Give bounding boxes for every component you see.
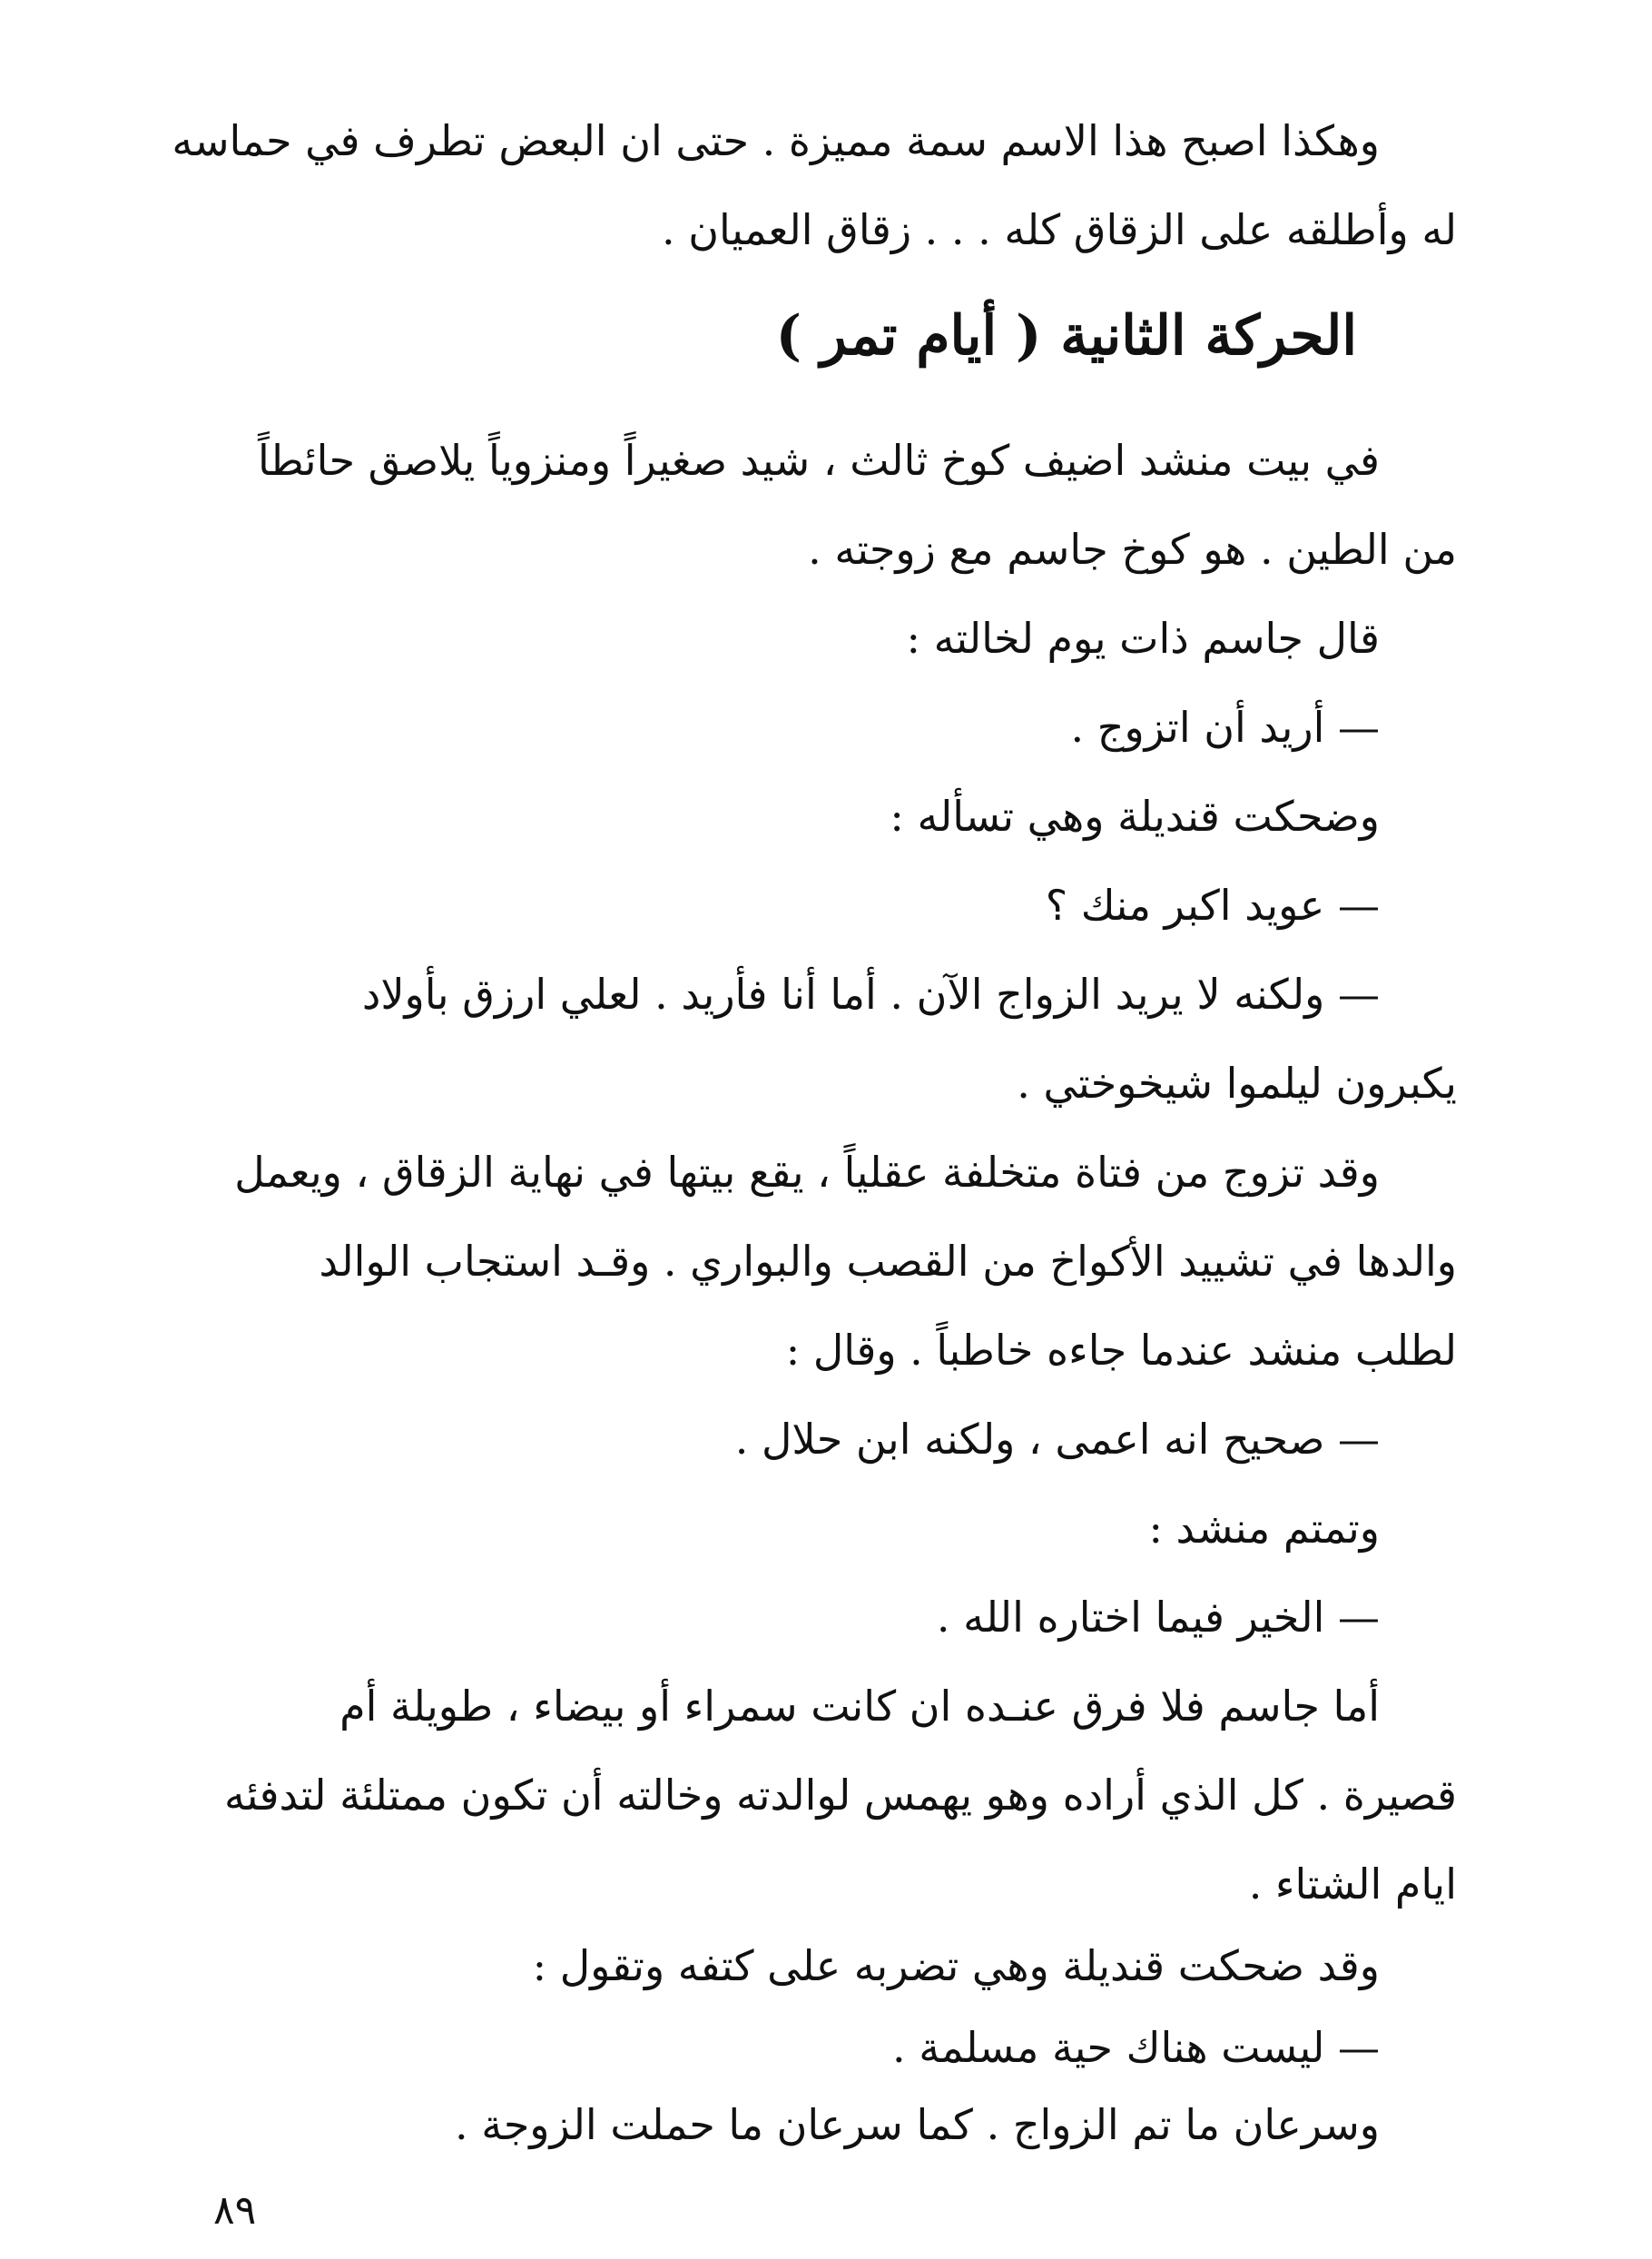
paragraph-line: في بيت منشد اضيف كوخ ثالث ، شيد صغيراً ومنزوياً يلاصق حائطاً xyxy=(258,436,1380,485)
book-page xyxy=(172,95,1457,2184)
paragraph-line: وتمتم منشد : xyxy=(1148,1504,1380,1553)
dialogue-line: — عويد اكبر منك ؟ xyxy=(1045,881,1380,930)
dialogue-line: — صحيح انه اعمى ، ولكنه ابن حلال . xyxy=(734,1415,1380,1464)
dialogue-line: — ليست هناك حية مسلمة . xyxy=(891,2023,1380,2072)
paragraph-line: أما جاسم فلا فرق عنـده ان كانت سمراء أو بيضاء ، طويلة أم xyxy=(339,1682,1380,1731)
paragraph-line: وضحكت قنديلة وهي تسأله : xyxy=(890,792,1380,841)
paragraph-line: ايام الشتاء . xyxy=(1248,1859,1457,1909)
dialogue-line: — الخير فيما اختاره الله . xyxy=(936,1593,1380,1642)
paragraph-line: يكبرون ليلموا شيخوختي . xyxy=(1017,1059,1457,1108)
paragraph-line: قصيرة . كل الذي أراده وهو يهمس لوالدته وخالته أن تكون ممتلئة لتدفئه xyxy=(223,1771,1457,1820)
paragraph-line: من الطين . هو كوخ جاسم مع زوجته . xyxy=(808,525,1457,574)
paragraph-line: له وأطلقه على الزقاق كله . . . زقاق العميان . xyxy=(662,205,1457,254)
dialogue-line: — ولكنه لا يريد الزواج الآن . أما أنا فأريد . لعلي ارزق بأولاد xyxy=(361,970,1380,1019)
dialogue-line: — أريد أن اتزوج . xyxy=(1070,703,1380,752)
paragraph-line: وقد ضحكت قنديلة وهي تضربه على كتفه وتقول : xyxy=(532,1941,1380,1990)
paragraph-line: والدها في تشييد الأكواخ من القصب والبواري . وقـد استجاب الوالد xyxy=(319,1237,1457,1286)
section-heading: الحركة الثانية ( أيام تمر ) xyxy=(775,304,1357,368)
paragraph-line: وسرعان ما تم الزواج . كما سرعان ما حملت الزوجة . xyxy=(454,2100,1380,2149)
paragraph-line: وهكذا اصبح هذا الاسم سمة مميزة . حتى ان البعض تطرف في حماسه xyxy=(172,116,1380,165)
paragraph-line: وقد تزوج من فتاة متخلفة عقلياً ، يقع بيتها في نهاية الزقاق ، ويعمل xyxy=(234,1148,1380,1197)
paragraph-line: لطلب منشد عندما جاءه خاطباً . وقال : xyxy=(785,1326,1457,1375)
paragraph-line: قال جاسم ذات يوم لخالته : xyxy=(906,614,1380,663)
page-number: ٨٩ xyxy=(213,2187,257,2234)
